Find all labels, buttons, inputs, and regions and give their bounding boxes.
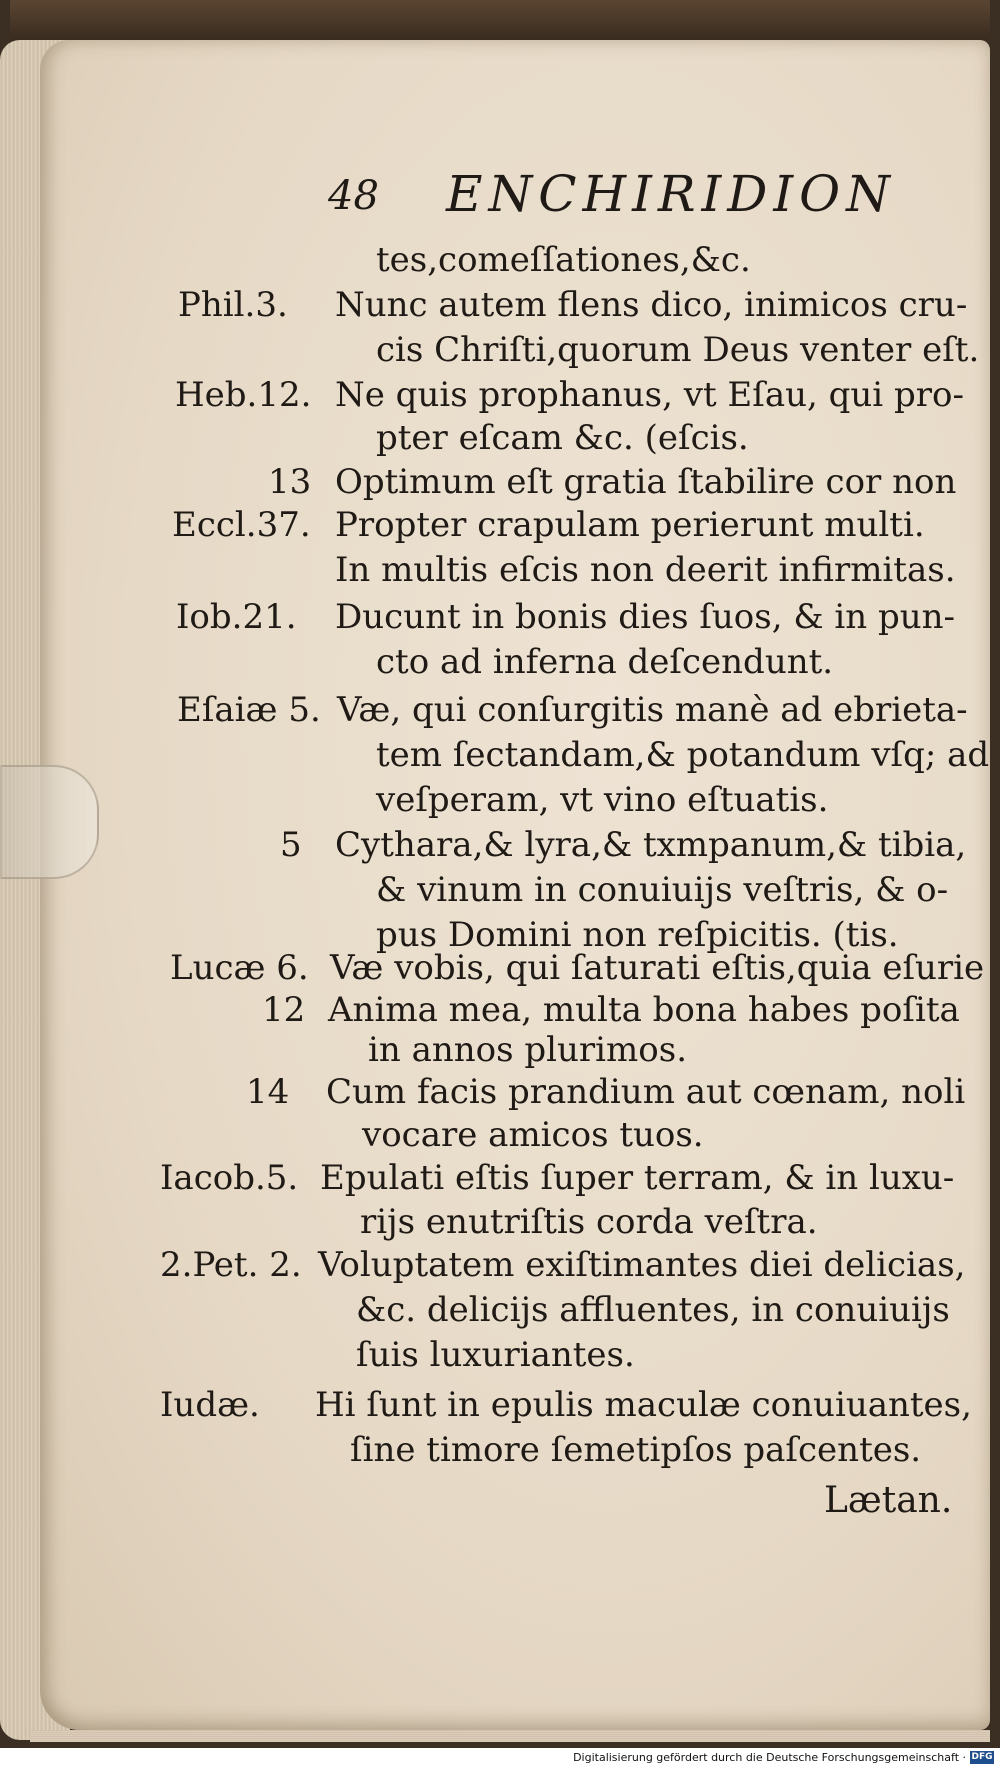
catchword: Lætan. xyxy=(824,1480,953,1521)
scripture-reference: Eſaiæ 5. xyxy=(177,690,321,730)
text-line: Cum facis prandium aut cœnam, noli xyxy=(326,1072,966,1112)
text-line: Væ vobis, qui ſaturati eſtis,quia eſurie xyxy=(330,948,985,988)
running-title: ENCHIRIDION xyxy=(446,165,896,223)
text-line: Ducunt in bonis dies ſuos, & in pun- xyxy=(335,597,956,637)
text-line: & vinum in conuiuijs veſtris, & o- xyxy=(376,870,949,910)
scripture-reference: Phil.3. xyxy=(178,285,288,325)
text-line: Optimum eſt gratia ſtabilire cor non xyxy=(335,462,957,502)
text-line: rijs enutriſtis corda veſtra. xyxy=(360,1202,818,1242)
scripture-reference: 2.Pet. 2. xyxy=(160,1245,302,1285)
scripture-reference: Iacob.5. xyxy=(160,1158,299,1198)
text-line: vocare amicos tuos. xyxy=(362,1115,704,1155)
funding-credit: Digitalisierung gefördert durch die Deutsche Forschungsgemeinschaft · xyxy=(573,1751,966,1764)
text-line: ſine timore ſemetipſos paſcentes. xyxy=(350,1430,922,1470)
text-line: Epulati eſtis ſuper terram, & in luxu- xyxy=(320,1158,955,1198)
page-bottom-edges xyxy=(30,1730,990,1742)
text-line: &c. delicijs affluentes, in conuiuijs xyxy=(356,1290,950,1330)
text-line: cis Chriſti,quorum Deus venter eſt. xyxy=(376,330,980,370)
scripture-reference: Iudæ. xyxy=(160,1385,260,1425)
scripture-reference: Eccl.37. xyxy=(172,505,311,545)
text-line: Væ, qui conſurgitis manè ad ebrieta- xyxy=(337,690,968,730)
verse-number: 14 xyxy=(246,1072,290,1112)
text-line: Cythara,& lyra,& txmpanum,& tibia, xyxy=(335,825,967,865)
verse-number: 5 xyxy=(280,825,302,865)
text-line: In multis eſcis non deerit infirmitas. xyxy=(335,550,956,590)
text-line: Anima mea, multa bona habes poſita xyxy=(328,990,960,1030)
dfg-logo: DFG xyxy=(971,1752,993,1762)
text-line: pus Domini non reſpicitis. (tis. xyxy=(376,915,899,955)
text-line: ſuis luxuriantes. xyxy=(356,1335,635,1375)
scripture-reference: Lucæ 6. xyxy=(170,948,309,988)
book-cover-top xyxy=(10,0,990,40)
text-line: cto ad inferna deſcendunt. xyxy=(376,642,834,682)
page-number: 48 xyxy=(328,173,379,219)
text-line: pter eſcam &c. (eſcis. xyxy=(376,418,749,458)
text-line: tem ſectandam,& potandum vſq; ad xyxy=(376,735,990,775)
scripture-reference: Iob.21. xyxy=(176,597,297,637)
text-line: Voluptatem exiſtimantes diei delicias, xyxy=(318,1245,966,1285)
scripture-reference: Heb.12. xyxy=(175,375,312,415)
text-line: veſperam, vt vino eſtuatis. xyxy=(376,780,829,820)
page-clip xyxy=(0,765,99,879)
text-line: in annos plurimos. xyxy=(368,1030,687,1070)
page-header xyxy=(328,165,896,245)
text-line: Nunc autem flens dico, inimicos cru- xyxy=(335,285,968,325)
text-line: tes,comeſſationes,&c. xyxy=(376,240,751,280)
verse-number: 13 xyxy=(268,462,312,502)
text-line: Ne quis prophanus, vt Eſau, qui pro- xyxy=(335,375,964,415)
text-line: Propter crapulam perierunt multi. xyxy=(335,505,925,545)
verse-number: 12 xyxy=(262,990,306,1030)
text-line: Hi ſunt in epulis maculæ conuiuantes, xyxy=(315,1385,972,1425)
